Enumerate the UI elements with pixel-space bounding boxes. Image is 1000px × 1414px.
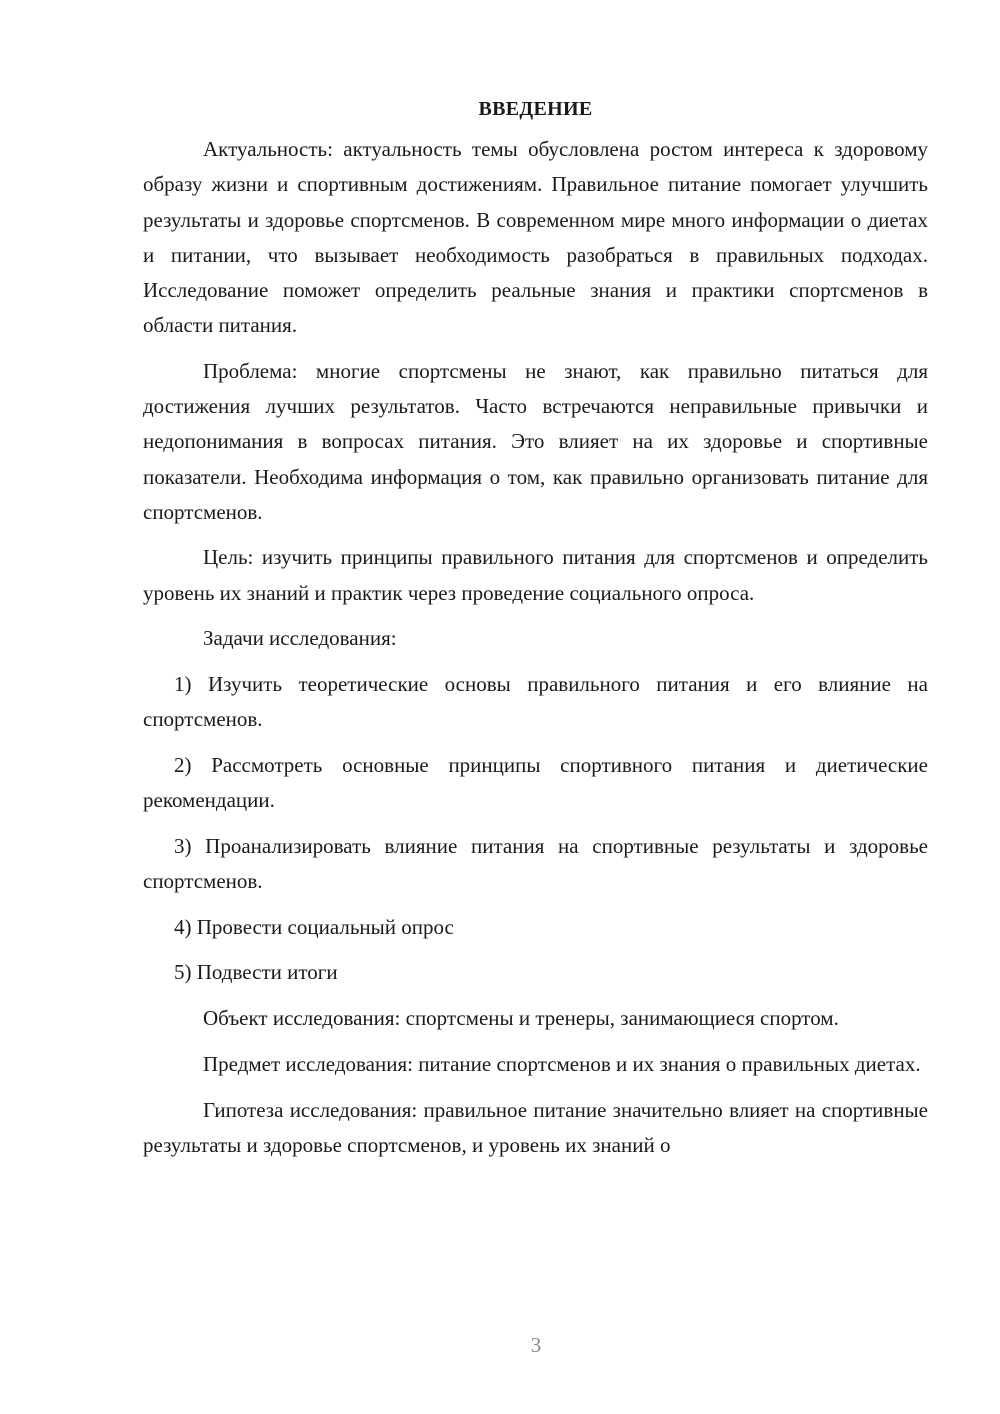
tasks-heading: Задачи исследования: — [203, 626, 397, 651]
object-paragraph: Объект исследования: спортсмены и тренеры, занимающиеся спортом. — [203, 1006, 839, 1031]
relevance-paragraph: Актуальность: актуальность темы обусловлена ростом интереса к здоровому образу жизни и спортивным достижениям. Правильное питание помогает улучшить результаты и здоровье спортсменов. В современном мире много информации о диетах и питании, что вызывает необходимость разобраться в правильных подходах. Исследование поможет определить реальные знания и практики спортсменов в области питания. — [143, 137, 928, 338]
task-item-4: 4) Провести социальный опрос — [174, 914, 454, 939]
subject-paragraph: Предмет исследования: питание спортсменов и их знания о правильных диетах. — [203, 1051, 921, 1076]
goal-paragraph: Цель: изучить принципы правильного питания для спортсменов и определить уровень их знаний и практик через проведение социального опроса. — [143, 545, 928, 605]
hypothesis-paragraph: Гипотеза исследования: правильное питание значительно влияет на спортивные результаты и здоровье спортсменов, и уровень их знаний о — [143, 1097, 928, 1157]
section-title: ВВЕДЕНИЕ — [478, 98, 593, 120]
problem-paragraph: Проблема: многие спортсмены не знают, как правильно питаться для достижения лучших результатов. Часто встречаются неправильные привычки и недопонимания в вопросах питания. Это влияет на их здоровье и спортивные показатели. Необходима информация о том, как правильно организовать питание для спортсменов. — [143, 358, 928, 524]
page-number: 3 — [530, 1333, 542, 1357]
document-page — [143, 92, 928, 1173]
task-item-5: 5) Подвести итоги — [174, 960, 338, 985]
task-item-3: 3) Проанализировать влияние питания на спортивные результаты и здоровье спортсменов. — [143, 833, 928, 894]
task-item-2: 2) Рассмотреть основные принципы спортивного питания и диетические рекомендации. — [143, 752, 928, 813]
task-item-1: 1) Изучить теоретические основы правильного питания и его влияние на спортсменов. — [143, 672, 928, 732]
